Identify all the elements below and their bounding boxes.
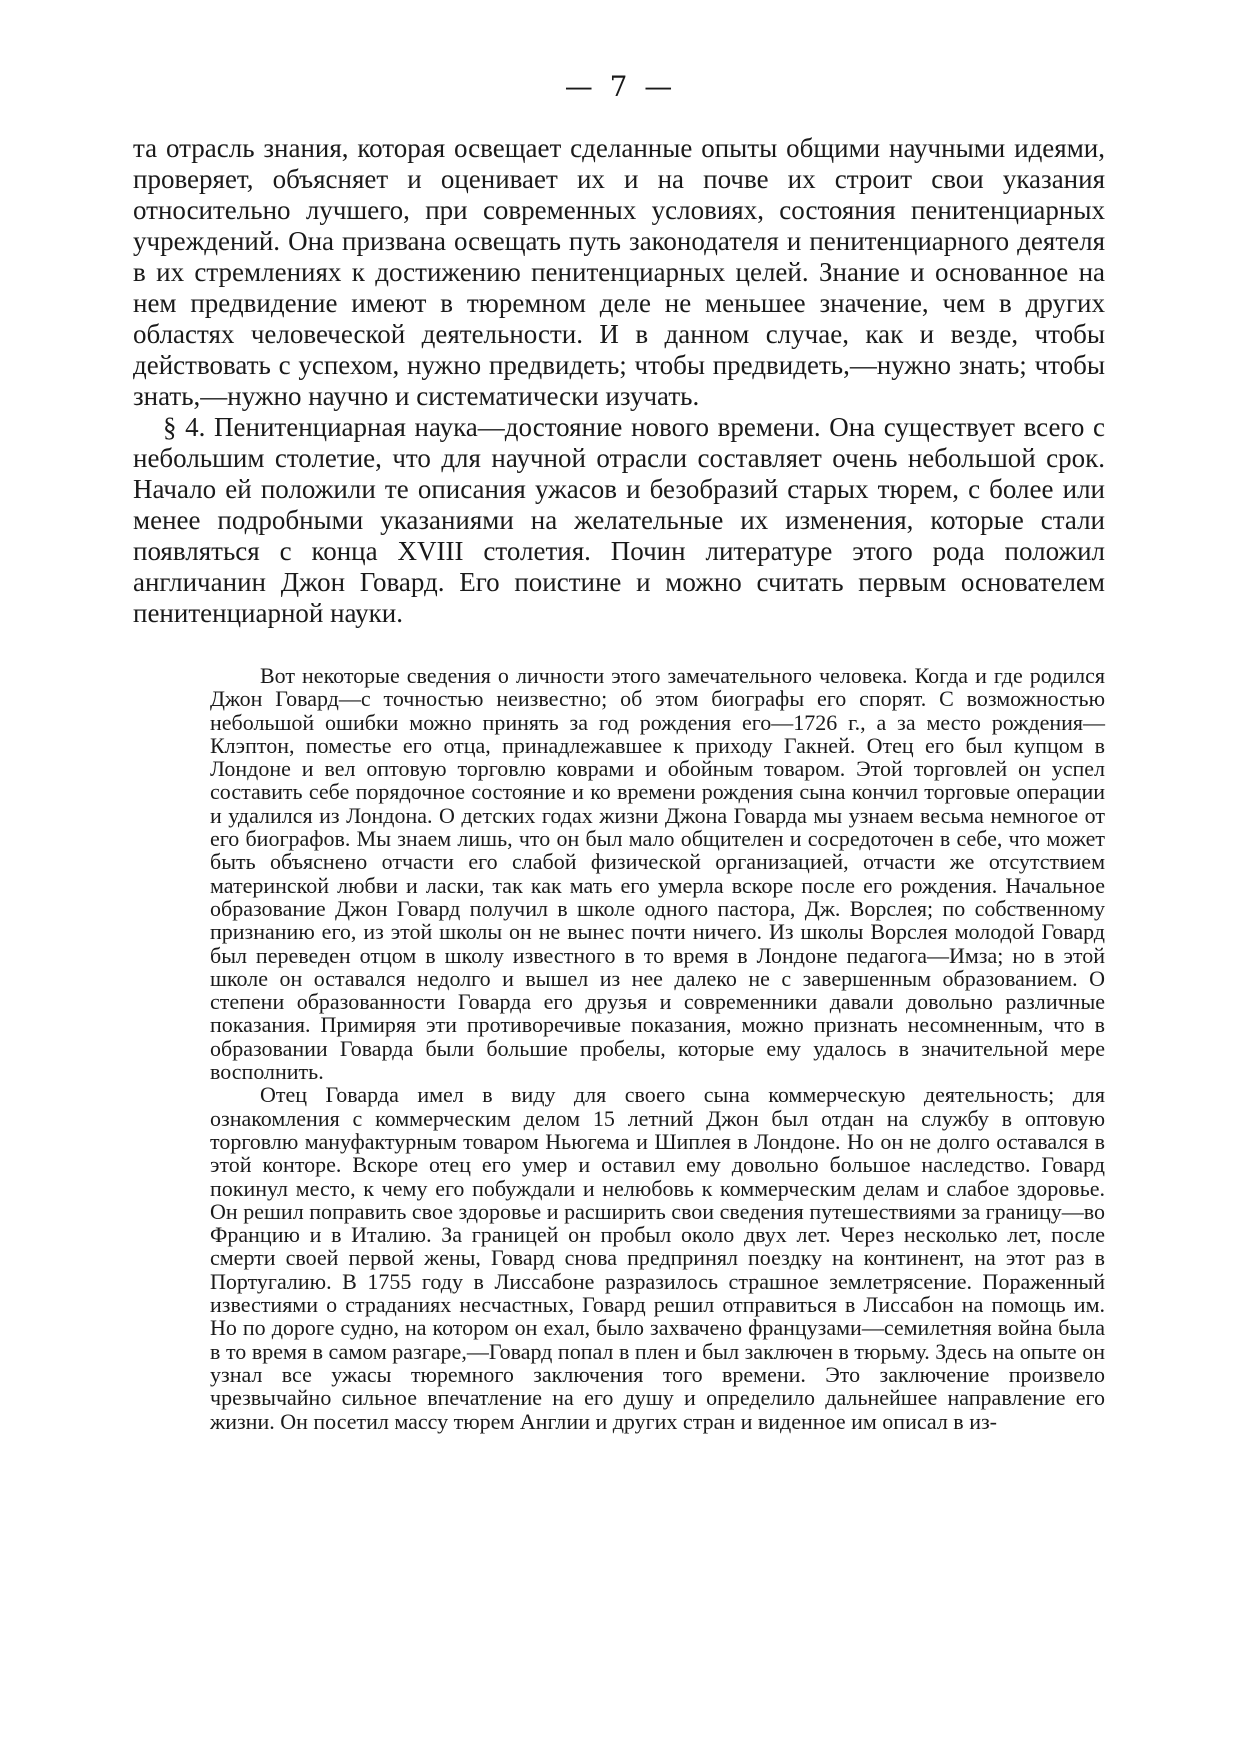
main-paragraph-1: та отрасль знания, которая освещает сделанные опыты общими научными идеями, проверяет, объясняет и оценивает их и на почве их строит свои указания относительно лучшего, при современных условиях, состояния пенитенциарных учреждений. Она призвана освещать путь законодателя и пенитенциарного деятеля в их стремлениях к достижению пенитенциарных целей. Знание и основанное на нем предвидение имеют в тюремном деле не меньшее значение, чем в других областях человеческой деятельности. И в данном случае, как и везде, чтобы действовать с успехом, нужно предвидеть; чтобы предвидеть,—нужно знать; чтобы знать,—нужно научно и систематически изучать. — [133, 133, 1105, 411]
main-text-block — [133, 133, 1105, 629]
page-number: — 7 — — [564, 70, 677, 103]
main-paragraph-2: § 4. Пенитенциарная наука—достояние нового времени. Она существует всего с небольшим столетие, что для научной отрасли составляет очень небольшой срок. Начало ей положили те описания ужасов и безобразий старых тюрем, с более или менее подробными указаниями на желательные их изменения, которые стали появляться с конца XVIII столетия. Почин литературе этого рода положил англичанин Джон Говард. Его поистине и можно считать первым основателем пенитенциарной науки. — [133, 412, 1105, 628]
note-text-block — [210, 664, 1105, 1433]
note-paragraph-2: Отец Говарда имел в виду для своего сына коммерческую деятельность; для ознакомления с коммерческим делом 15 летний Джон был отдан на службу в оптовую торговлю мануфактурным товаром Ньюгема и Шиплея в Лондоне. Но он не долго оставался в этой конторе. Вскоре отец его умер и оставил ему довольно большое наследство. Говард покинул место, к чему его побуждали и нелюбовь к коммерческим делам и слабое здоровье. Он решил поправить свое здоровье и расширить свои сведения путешествиями за границу—во Францию и в Италию. За границей он пробыл около двух лет. Через несколько лет, после смерти своей первой жены, Говард снова предпринял поездку на континент, на этот раз в Португалию. В 1755 году в Лиссабоне разразилось страшное землетрясение. Пораженный известиями о страданиях несчастных, Говард решил отправиться в Лиссабон на помощь им. Но по дороге судно, на котором он ехал, было захвачено французами—семилетняя война была в то время в самом разгаре,—Говард попал в плен и был заключен в тюрьму. Здесь на опыте он узнал все ужасы тюремного заключения того времени. Это заключение произвело чрезвычайно сильное впечатление на его душу и определило дальнейшее направление его жизни. Он посетил массу тюрем Англии и других стран и виденное им описал в из- — [210, 1082, 1105, 1434]
note-paragraph-1: Вот некоторые сведения о личности этого замечательного человека. Когда и где родился Джон Говард—с точностью неизвестно; об этом биографы его спорят. С возможностью небольшой ошибки можно принять за год рождения его—1726 г., а за место рождения—Клэптон, поместье его отца, принадлежавшее к приходу Гакней. Отец его был купцом в Лондоне и вел оптовую торговлю коврами и обойным товаром. Этой торговлей он успел составить себе порядочное состояние и ко времени рождения сына кончил торговые операции и удалился из Лондона. О детских годах жизни Джона Говарда мы узнаем весьма немногое от его биографов. Мы знаем лишь, что он был мало общителен и сосредоточен в себе, что может быть объяснено отчасти его слабой физической организацией, отчасти же отсутствием материнской любви и ласки, так как мать его умерла вскоре после его рождения. Начальное образование Джон Говард получил в школе одного пастора, Дж. Ворслея; по собственному признанию его, из этой школы он не вынес почти ничего. Из школы Ворслея молодой Говард был переведен отцом в школу известного в то время в Лондоне педагога—Имза; но в этой школе он оставался недолго и вышел из нее далеко не с завершенным образованием. О степени образованности Говарда его друзья и современники давали довольно различные показания. Примиряя эти противоречивые показания, можно признать несомненным, что в образовании Говарда были большие пробелы, которые ему удалось в значительной мере восполнить. — [210, 663, 1105, 1085]
